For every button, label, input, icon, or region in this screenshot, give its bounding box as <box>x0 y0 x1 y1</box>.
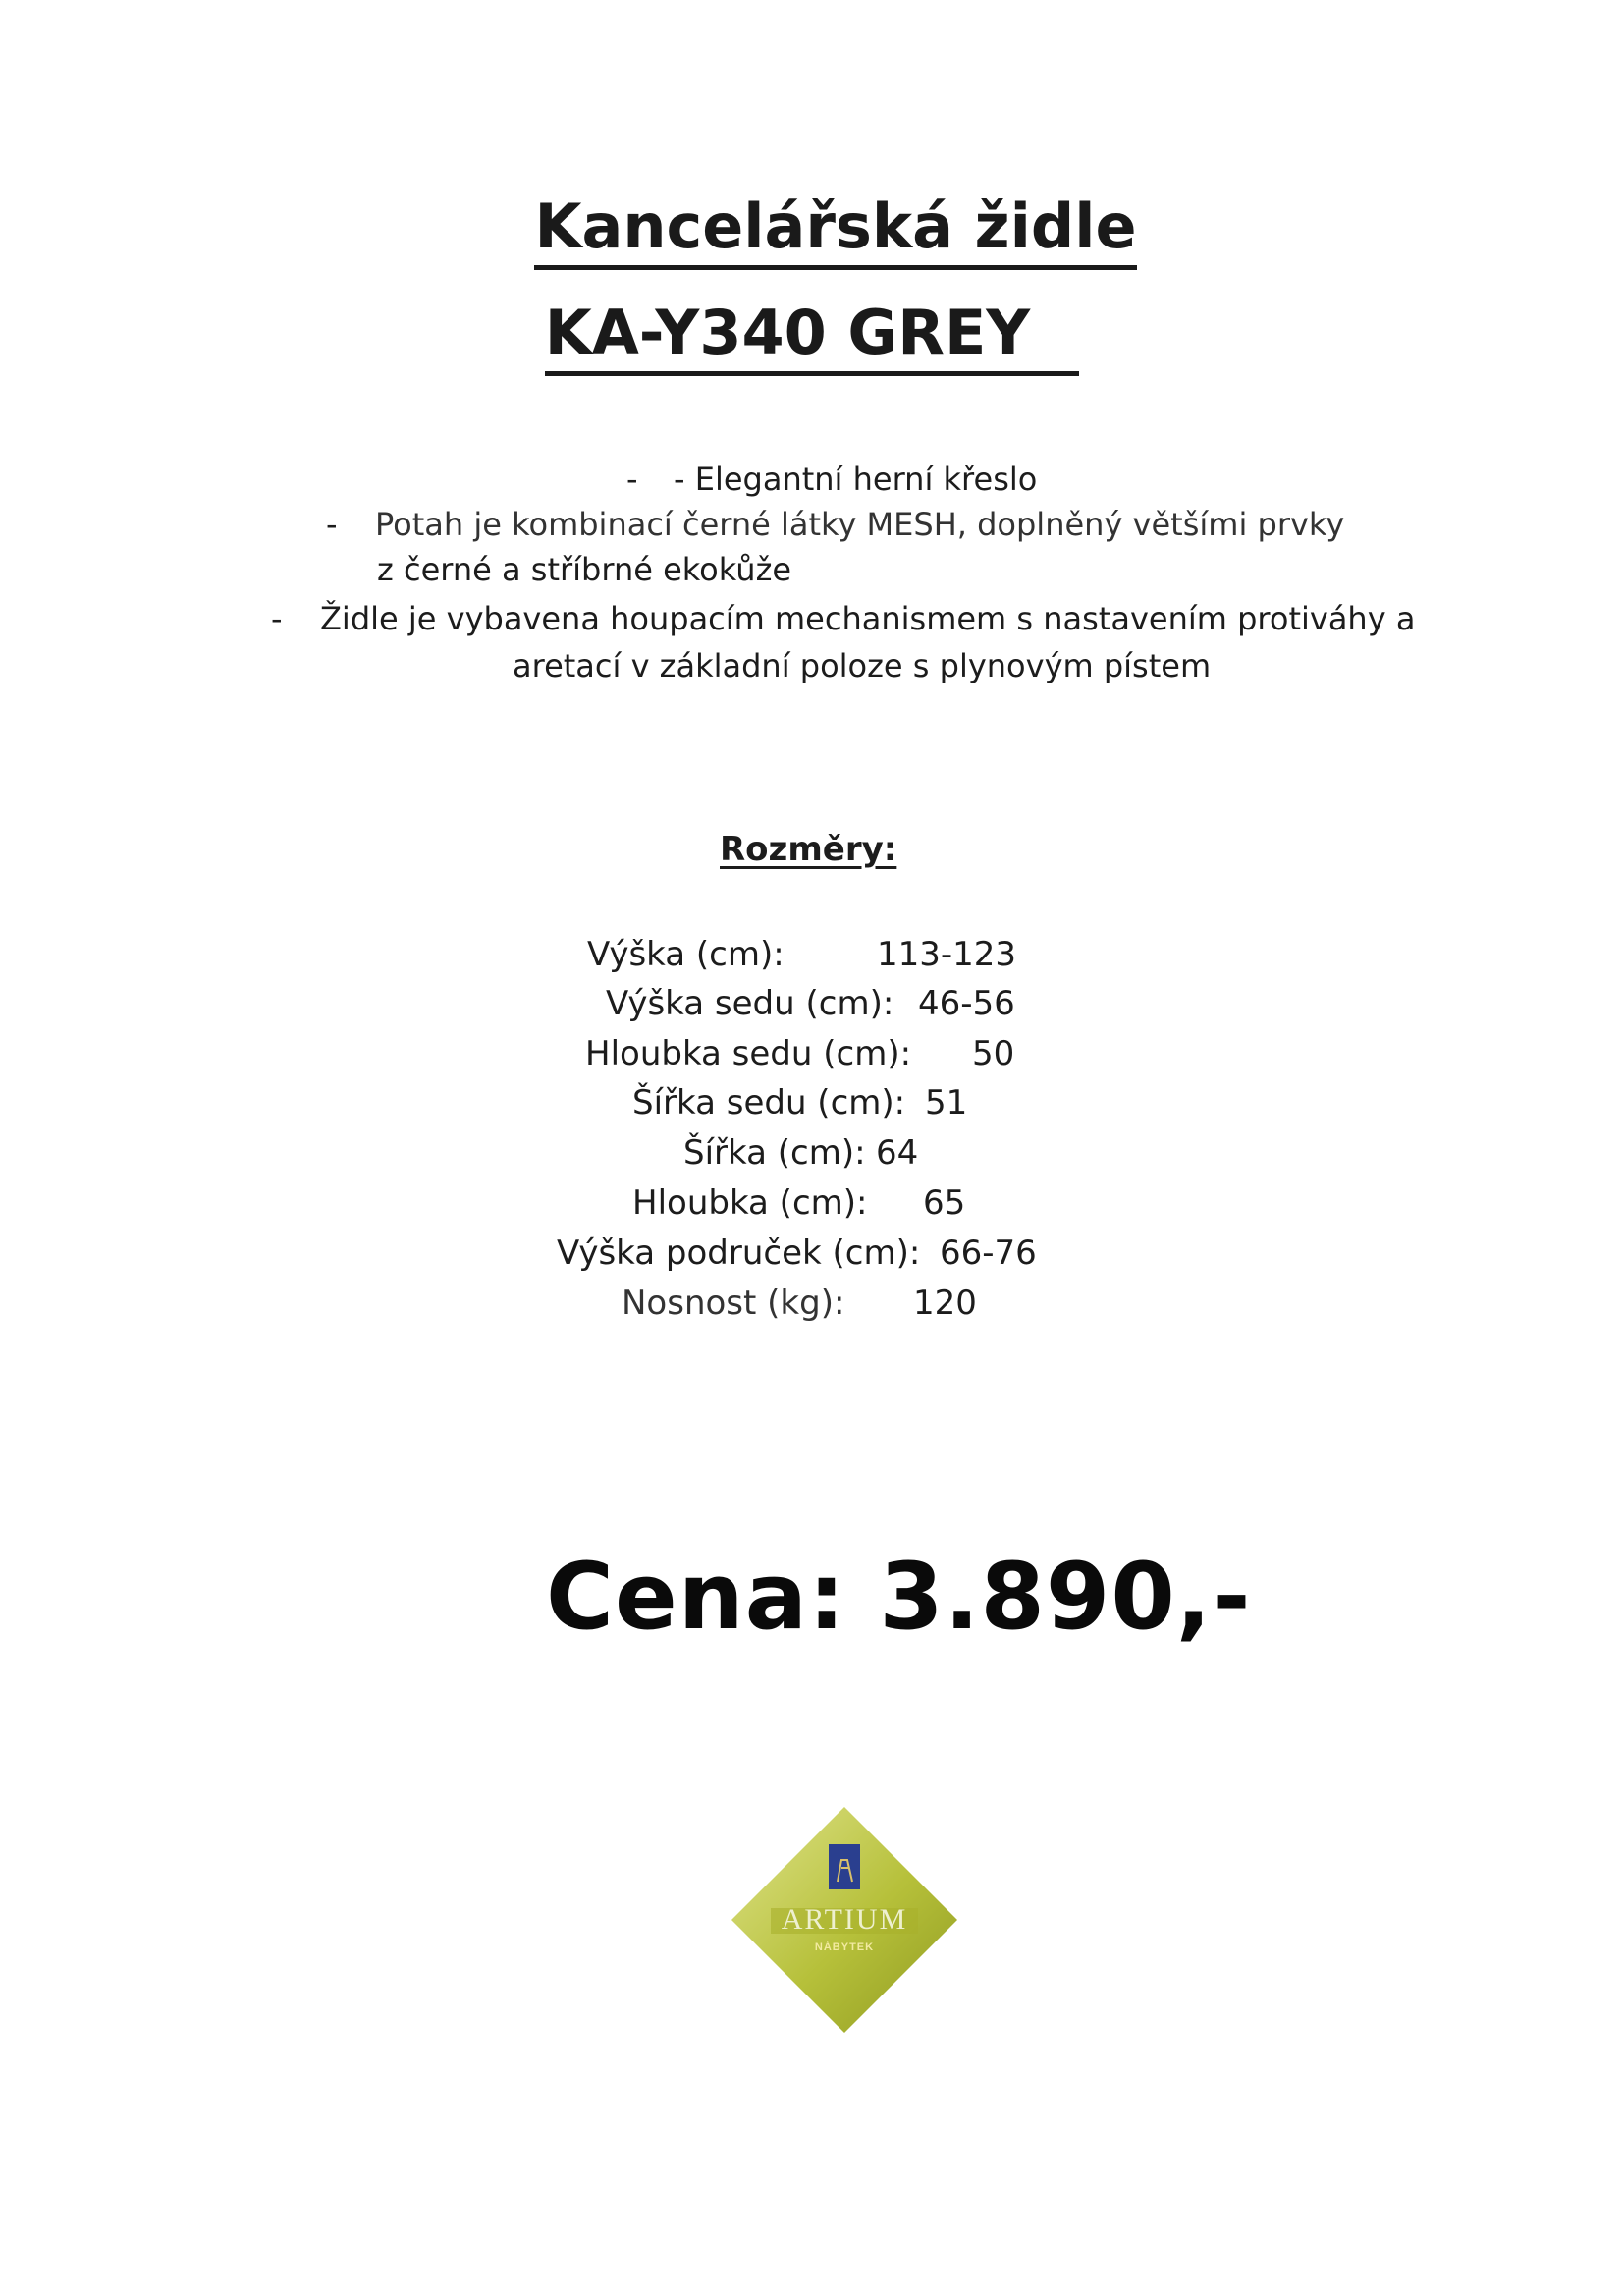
feature-bullet-1: - <box>626 461 638 498</box>
title-text-2: KA-Y340 GREY <box>545 302 1079 376</box>
dim-value: 65 <box>923 1183 966 1223</box>
title-text-1: Kancelářská židle <box>534 196 1136 270</box>
artium-logo-graphic <box>731 1807 957 2033</box>
dim-value: 113-123 <box>877 935 1017 974</box>
feature-bullet-4: - <box>271 600 283 637</box>
feature-item-3: z černé a stříbrné ekokůže <box>377 551 792 588</box>
feature-item-4: Židle je vybavena houpacím mechanismem s nastavením protiváhy a <box>320 600 1416 637</box>
dim-label: Hloubka (cm): <box>632 1183 868 1223</box>
dim-label: Výška (cm): <box>587 935 785 974</box>
logo-name: ARTIUM <box>781 1903 908 1936</box>
feature-item-1: - Elegantní herní křeslo <box>674 461 1038 498</box>
dim-label: Šířka sedu (cm): <box>632 1083 906 1122</box>
dim-label: Výška područek (cm): <box>557 1233 921 1273</box>
dim-value: 51 <box>925 1083 968 1122</box>
price: Cena: 3.890,- <box>546 1544 1252 1651</box>
dim-label: Šířka (cm): <box>683 1133 866 1173</box>
logo-subtitle: NÁBYTEK <box>814 1941 875 1953</box>
dim-value: 120 <box>913 1284 977 1323</box>
dim-value: 64 <box>876 1133 919 1173</box>
feature-item-5: aretací v základní poloze s plynovým pístem <box>513 647 1212 684</box>
title-line-1 <box>24 191 1624 270</box>
dim-value: 46-56 <box>918 984 1015 1023</box>
dim-value: 50 <box>972 1034 1015 1073</box>
artium-logo <box>731 1807 957 2033</box>
dim-label: Výška sedu (cm): <box>606 984 894 1023</box>
dim-label: Nosnost (kg): <box>622 1284 845 1323</box>
dimensions-heading: Rozměry: <box>720 830 897 869</box>
dim-label: Hloubka sedu (cm): <box>585 1034 912 1073</box>
feature-item-2: Potah je kombinací černé látky MESH, doplněný většími prvky <box>375 506 1345 543</box>
title-line-2 <box>0 297 1624 376</box>
dim-value: 66-76 <box>940 1233 1037 1273</box>
feature-bullet-2: - <box>326 506 338 543</box>
